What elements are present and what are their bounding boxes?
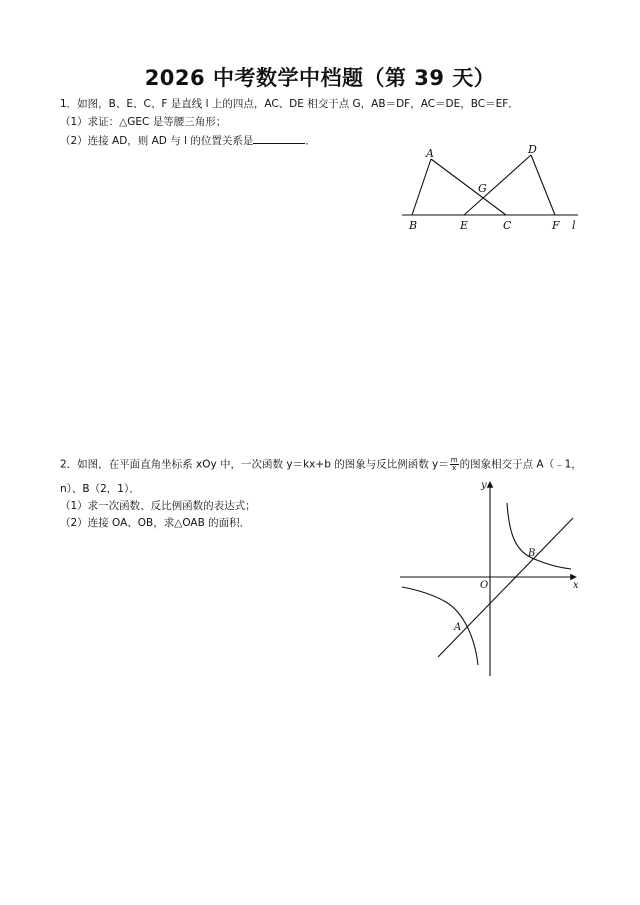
segment-df	[531, 155, 555, 215]
q2-stem-end: 的图象相交于点 A（﹣1，	[459, 458, 582, 471]
q1-part1: （1）求证：△GEC 是等腰三角形；	[60, 116, 227, 128]
label-f: F	[552, 219, 560, 232]
answer-blank[interactable]	[253, 132, 305, 144]
label-a: A	[426, 147, 434, 160]
label-x: x	[573, 580, 579, 591]
label-b: B	[409, 219, 418, 232]
label-l: l	[572, 219, 576, 232]
hyperbola-branch-q3	[402, 587, 478, 665]
page-title: 2026 中考数学中档题（第 39 天）	[144, 66, 496, 90]
fraction-denominator: x	[452, 464, 457, 472]
q2-stem-line2: n）、B（2，1）．	[60, 483, 140, 495]
label-c: C	[503, 219, 512, 232]
q2-stem-start: 2．如图，在平面直角坐标系 xOy 中，一次函数 y＝kx+b 的图象与反比例函数 y＝	[60, 458, 449, 471]
q1-stem: 1．如图，B、E、C、F 是直线 l 上的四点，AC、DE 相交于点 G，AB＝DF，AC＝DE，BC＝EF．	[60, 98, 519, 110]
label-d: D	[528, 143, 537, 156]
fraction-m-over-x	[450, 457, 459, 472]
label-o: O	[480, 580, 489, 591]
q2-part1: （1）求一次函数、反比例函数的表达式；	[60, 500, 256, 512]
fraction-numerator: m	[450, 456, 458, 464]
q1-part2	[60, 132, 316, 148]
hyperbola-branch-q1	[507, 503, 571, 569]
label-point-a: A	[454, 622, 462, 633]
linear-function-line	[438, 518, 573, 657]
q1-triangle-figure	[400, 142, 600, 238]
label-g: G	[478, 182, 487, 195]
segment-ab	[412, 159, 431, 215]
label-e: E	[460, 219, 469, 232]
segment-de	[464, 155, 531, 215]
label-y: y	[481, 480, 487, 491]
q2-coordinate-figure	[396, 476, 586, 681]
q2-part2: （2）连接 OA、OB，求△OAB 的面积．	[60, 517, 251, 529]
q2-stem	[60, 457, 582, 472]
q1-part2-text: （2）连接 AD，则 AD 与 l 的位置关系是	[60, 135, 254, 147]
label-point-b: B	[528, 548, 536, 559]
q1-part2-end: ．	[305, 135, 316, 147]
